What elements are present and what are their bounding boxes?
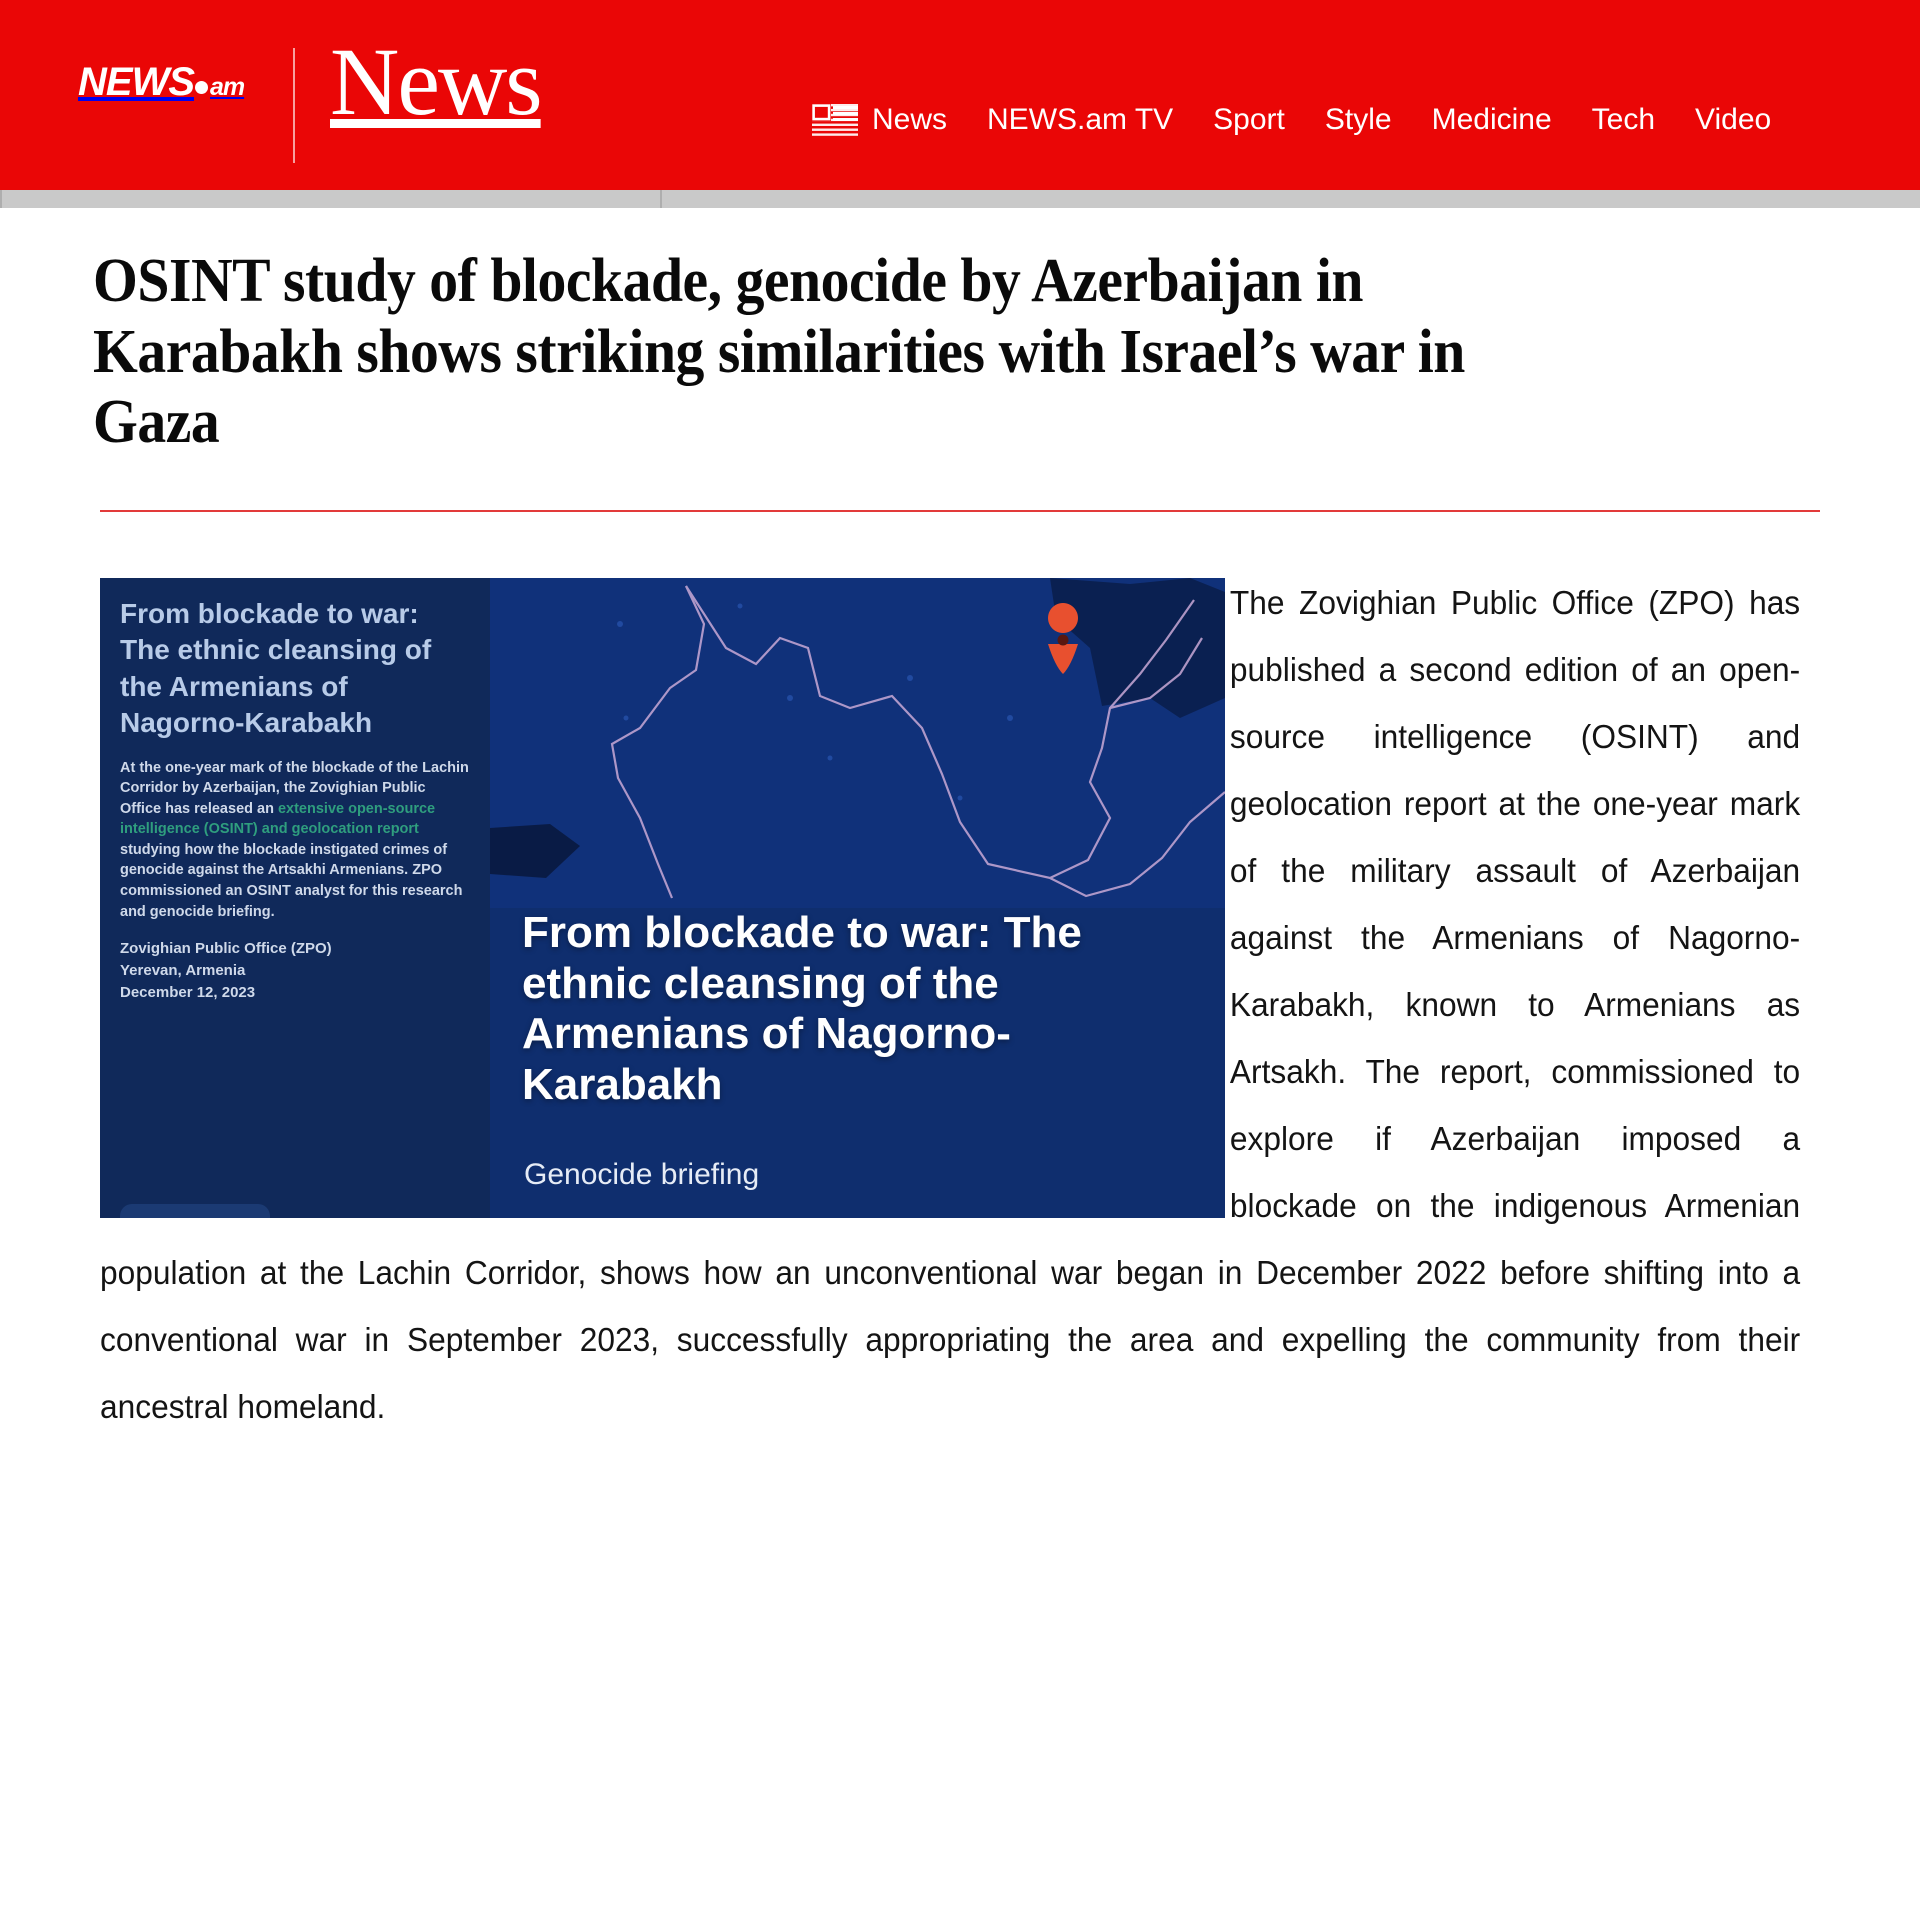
figure-left-body-part1: At the one-year mark of the blockade of the Lachin Corridor by Azerbaijan, the Zovighian Public Office has released an <box>120 759 469 817</box>
nav-item-tech[interactable]: Tech <box>1591 103 1656 136</box>
title-divider <box>100 510 1820 512</box>
figure-right-subtitle: Genocide briefing <box>524 1158 760 1192</box>
nav-item-medicine[interactable]: Medicine <box>1431 103 1552 136</box>
nav-item-sport[interactable]: Sport <box>1213 103 1285 136</box>
logo-am-text: am <box>210 73 245 101</box>
article <box>0 208 1920 1441</box>
figure-left-title: From blockade to war: The ethnic cleansing of the Armenians of Nagorno-Karabakh <box>120 598 432 739</box>
nav-item-video[interactable]: Video <box>1695 103 1772 136</box>
site-header <box>0 0 1920 190</box>
nav-item-newsam-tv[interactable]: NEWS.am TV <box>987 103 1174 136</box>
figure-left-meta-org: Zovighian Public Office (ZPO) <box>120 940 332 958</box>
figure-left-meta-place: Yerevan, Armenia <box>120 961 246 979</box>
figure-right-title: From blockade to war: The ethnic cleansing of the Armenians of Nagorno-Karabakh <box>522 908 1082 1109</box>
dot-separator-icon <box>195 81 208 94</box>
page-title: OSINT study of blockade, genocide by Azerbaijan in Karabakh shows striking similarities with Israel’s war in Gaza <box>93 247 1465 457</box>
article-paragraph: The Zovighian Public Office (ZPO) has published a second edition of an open-source intelligence (OSINT) and geolocation report at the one-year mark of the military assault of Azerbaijan against the Armenians of Nagorno-Karabakh, known to Armenians as Artsakh. The report, commissioned to explore if Azerbaijan imposed a blockade on the indigenous Armenian population at the Lachin Corridor, shows how an unconventional war began in December 2022 before shifting into a conventional war in September 2023, successfully appropriating the area and expelling the community from their ancestral homeland. <box>100 584 1801 1425</box>
figure-left-body-highlight: extensive open-source intelligence (OSINT) and geolocation report <box>120 800 436 838</box>
section-title-news[interactable]: News <box>330 28 541 135</box>
site-logo[interactable] <box>78 62 244 102</box>
primary-navigation <box>812 103 1771 137</box>
header-underbar <box>0 190 1920 208</box>
logo-divider <box>293 48 295 163</box>
nav-item-news[interactable]: News <box>872 103 948 136</box>
figure-left-body-part2: studying how the blockade instigated crimes of genocide against the Artsakhi Armenians. ZPO commissioned an OSINT analyst for this research and genocide briefing. <box>120 841 463 920</box>
figure-left-meta-date: December 12, 2023 <box>120 983 256 1001</box>
article-body <box>0 570 1920 1441</box>
us-flag-icon <box>812 104 858 136</box>
logo-newsam <box>78 62 244 102</box>
nav-item-style[interactable]: Style <box>1324 103 1392 136</box>
logo-news-text: NEWS <box>78 60 194 104</box>
